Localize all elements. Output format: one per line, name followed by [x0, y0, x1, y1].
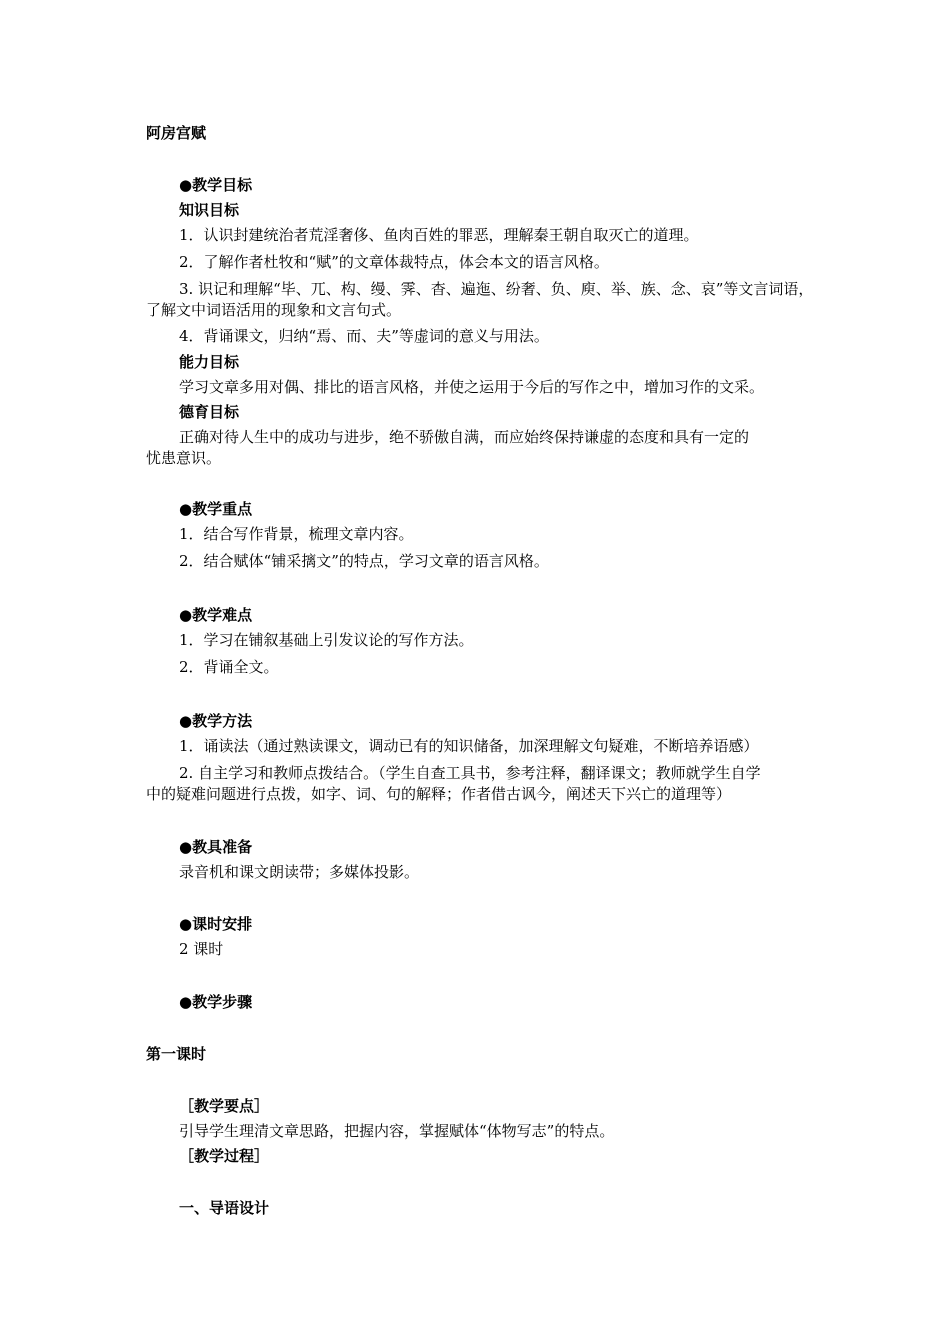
lesson-1-key-text: 引导学生理清文章思路，把握内容，掌握赋体“体物写志”的特点。 — [179, 1122, 615, 1140]
method-2-line-1: 2. 自主学习和教师点拨结合。（学生自查工具书，参考注释，翻译课文；教师就学生自学 — [179, 764, 761, 782]
objectives-heading: ●教学目标 — [179, 176, 253, 194]
lesson-1-process-heading: ［教学过程］ — [179, 1147, 270, 1165]
difficulties-heading: ●教学难点 — [179, 606, 253, 624]
knowledge-item-2: 2．了解作者杜牧和“赋”的文章体裁特点，体会本文的语言风格。 — [179, 253, 609, 271]
moral-text-2: 忧患意识。 — [146, 449, 222, 467]
ability-heading: 能力目标 — [179, 353, 240, 371]
document-title: 阿房宫赋 — [146, 124, 207, 142]
key-point-2: 2．结合赋体“铺采摛文”的特点，学习文章的语言风格。 — [179, 552, 549, 570]
moral-heading: 德育目标 — [179, 403, 240, 421]
tools-text: 录音机和课文朗读带；多媒体投影。 — [179, 863, 420, 881]
knowledge-item-4: 4．背诵课文，归纳“焉、而、夫”等虚词的意义与用法。 — [179, 327, 549, 345]
knowledge-heading: 知识目标 — [179, 201, 240, 219]
moral-text-1: 正确对待人生中的成功与进步，绝不骄傲自满，而应始终保持谦虚的态度和具有一定的 — [179, 428, 750, 446]
methods-heading: ●教学方法 — [179, 712, 253, 730]
method-2-line-2: 中的疑难问题进行点拨，如字、词、句的解释；作者借古讽今，阐述天下兴亡的道理等） — [146, 785, 732, 803]
schedule-text: 2 课时 — [179, 940, 224, 958]
knowledge-item-1: 1．认识封建统治者荒淫奢侈、鱼肉百姓的罪恶，理解秦王朝自取灭亡的道理。 — [179, 226, 699, 244]
key-point-1: 1．结合写作背景，梳理文章内容。 — [179, 525, 414, 543]
key-points-heading: ●教学重点 — [179, 500, 253, 518]
knowledge-item-3: 3. 识记和理解“毕、兀、构、缦、霁、杳、遍迤、纷奢、负、庾、举、族、念、哀”等文言词语， — [179, 280, 814, 298]
ability-text: 学习文章多用对偶、排比的语言风格，并使之运用于今后的写作之中，增加习作的文采。 — [179, 378, 765, 396]
lesson-1-heading: 第一课时 — [146, 1045, 207, 1063]
intro-design-heading: 一、导语设计 — [179, 1199, 270, 1217]
difficulty-1: 1．学习在铺叙基础上引发议论的写作方法。 — [179, 631, 474, 649]
difficulty-2: 2．背诵全文。 — [179, 658, 279, 676]
steps-heading: ●教学步骤 — [179, 993, 253, 1011]
knowledge-item-3-cont: 了解文中词语活用的现象和文言句式。 — [146, 301, 402, 319]
schedule-heading: ●课时安排 — [179, 915, 253, 933]
method-1: 1．诵读法（通过熟读课文，调动已有的知识储备，加深理解文句疑难，不断培养语感） — [179, 737, 759, 755]
tools-heading: ●教具准备 — [179, 838, 253, 856]
lesson-1-key-heading: ［教学要点］ — [179, 1097, 270, 1115]
